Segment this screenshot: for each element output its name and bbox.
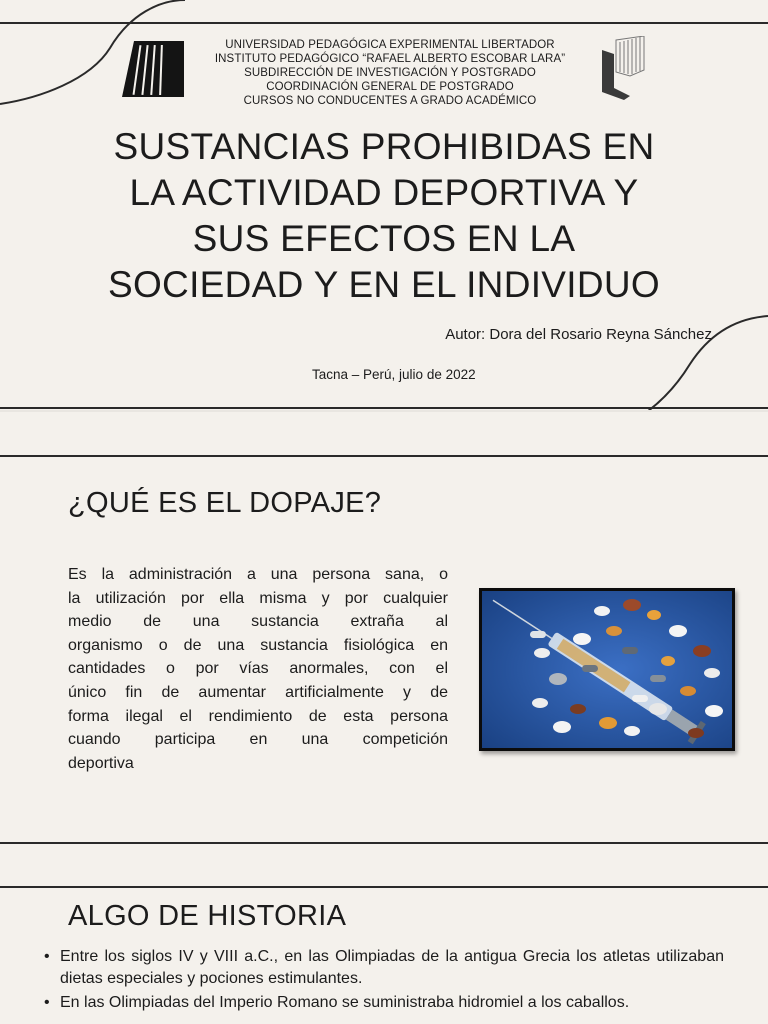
pills-syringe-illustration xyxy=(482,591,732,748)
header-line: CURSOS NO CONDUCENTES A GRADO ACADÉMICO xyxy=(243,95,537,107)
list-item: • En las Olimpiadas del Imperio Romano se suministraba hidromiel a los caballos. xyxy=(44,992,724,1014)
header-line: COORDINACIÓN GENERAL DE POSTGRADO xyxy=(266,81,514,93)
historia-slide xyxy=(0,888,768,1024)
top-rule xyxy=(0,22,768,24)
title-line: LA ACTIVIDAD DEPORTIVA Y xyxy=(129,172,639,213)
slide-gap xyxy=(0,844,768,886)
paragraph-line: forma ilegal el rendimiento de esta persona xyxy=(68,707,448,725)
bottom-rule xyxy=(0,407,768,409)
paragraph-line: deportiva xyxy=(68,754,134,772)
paragraph-line: único fin de aumentar artificialmente y de xyxy=(68,683,448,701)
paragraph-line: la utilización por ella misma y por cualquier xyxy=(68,589,448,607)
header-line: INSTITUTO PEDAGÓGICO “RAFAEL ALBERTO ESCOBAR LARA” xyxy=(214,53,566,65)
ipel-logo-icon xyxy=(600,36,646,100)
slide-title: ALGO DE HISTORIA xyxy=(68,900,347,932)
title-line: SUSTANCIAS PROHIBIDAS EN xyxy=(113,126,655,167)
definition-paragraph xyxy=(68,563,448,775)
slide-title: ¿QUÉ ES EL DOPAJE? xyxy=(68,487,382,519)
list-item: • Entre los siglos IV y VIII a.C., en las Olimpiadas de la antigua Grecia los atletas utilizaban dietas especiales y pociones estimulantes. xyxy=(44,946,724,990)
paragraph-line: organismo o de una sustancia fisiológica en xyxy=(68,636,448,654)
paragraph-line: cantidades o por vías anormales, con el xyxy=(68,660,448,678)
history-bullets xyxy=(44,946,724,1016)
pills-syringe-photo xyxy=(479,588,735,751)
institution-header xyxy=(190,38,590,108)
paragraph-line: Es la administración a una persona sana, o xyxy=(68,566,448,583)
title-line: SOCIEDAD Y EN EL INDIVIDUO xyxy=(108,264,660,305)
dopaje-slide xyxy=(0,457,768,842)
author-line: Autor: Dora del Rosario Reyna Sánchez xyxy=(445,326,712,343)
header-line: UNIVERSIDAD PEDAGÓGICA EXPERIMENTAL LIBERTADOR xyxy=(225,39,555,51)
title-slide xyxy=(0,0,768,410)
paragraph-line: medio de una sustancia extraña al xyxy=(68,613,448,631)
header-line: SUBDIRECCIÓN DE INVESTIGACIÓN Y POSTGRADO xyxy=(244,67,536,79)
paragraph-line: cuando participa en una competición xyxy=(68,731,448,749)
upel-logo-icon xyxy=(118,41,184,97)
slide-gap xyxy=(0,412,768,456)
place-date: Tacna – Perú, julio de 2022 xyxy=(312,367,476,382)
presentation-title xyxy=(60,124,708,308)
title-line: SUS EFECTOS EN LA xyxy=(192,218,576,259)
